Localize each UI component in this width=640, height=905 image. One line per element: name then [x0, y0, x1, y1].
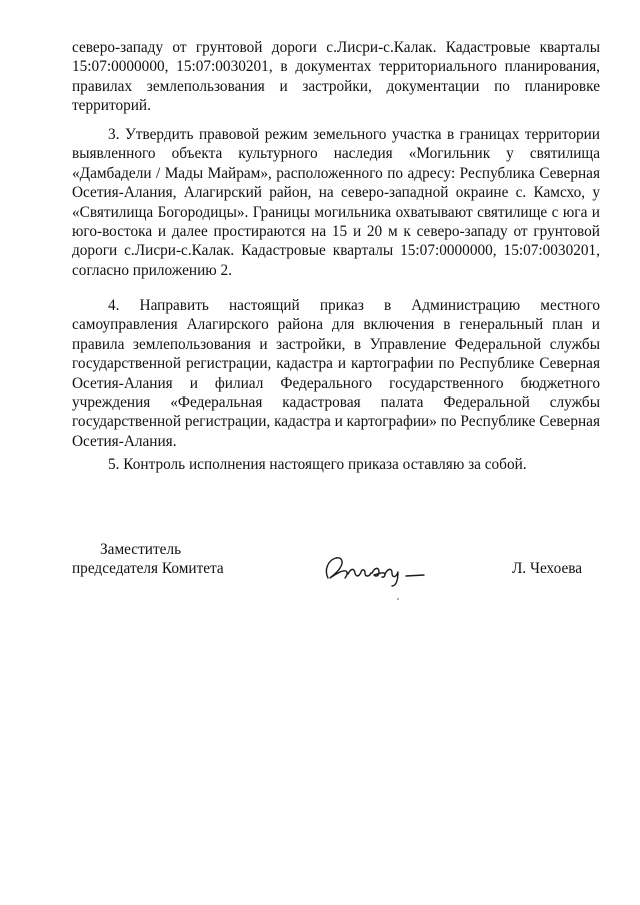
handwritten-signature — [318, 548, 438, 588]
signer-name: Л. Чехоева — [512, 560, 583, 577]
paragraph-item-4: 4. Направить настоящий приказ в Администрацию местного самоуправления Алагирского района для включения в генеральный план и правила землепользования и застройки, в Управление Федеральной службы государственной регистрации, кадастра и картографии по Республике Северная Осетия-Алания и филиал Федерального государственного бюджетного учреждения «Федеральная кадастровая палата Федеральной службы государственной регистрации, кадастра и картографии» по Республике Северная Осетия-Алания. — [72, 297, 600, 450]
signer-position-line-2: председателя Комитета — [72, 560, 224, 577]
paragraph-continuation: северо-западу от грунтовой дороги с.Лисри-с.Калак. Кадастровые кварталы 15:07:0000000, 15:07:0030201, в документах территориального планирования, правилах землепользования и застройки, документации по планировке территорий. — [72, 39, 600, 115]
paragraph-item-5: 5. Контроль исполнения настоящего приказа оставляю за собой. — [108, 456, 527, 473]
signer-position-line-1: Заместитель — [100, 541, 182, 558]
paragraph-item-3: 3. Утвердить правовой режим земельного участка в границах территории выявленного объекта культурного наследия «Могильник у святилища «Дамбадели / Мады Майрам», расположенного по адресу: Республика Северная Осетия-Алания, Алагирский район, на северо-западной окраине с. Камсхо, у «Святилища Богородицы». Границы могильника охватывают святилище с юга и юго-востока и далее простираются на 15 и 20 м к северо-западу от грунтовой дороги с.Лисри-с.Калак. Кадастровые кварталы 15:07:0000000, 15:07:0030201, согласно приложению 2. — [72, 126, 600, 279]
scan-speck — [397, 598, 399, 600]
